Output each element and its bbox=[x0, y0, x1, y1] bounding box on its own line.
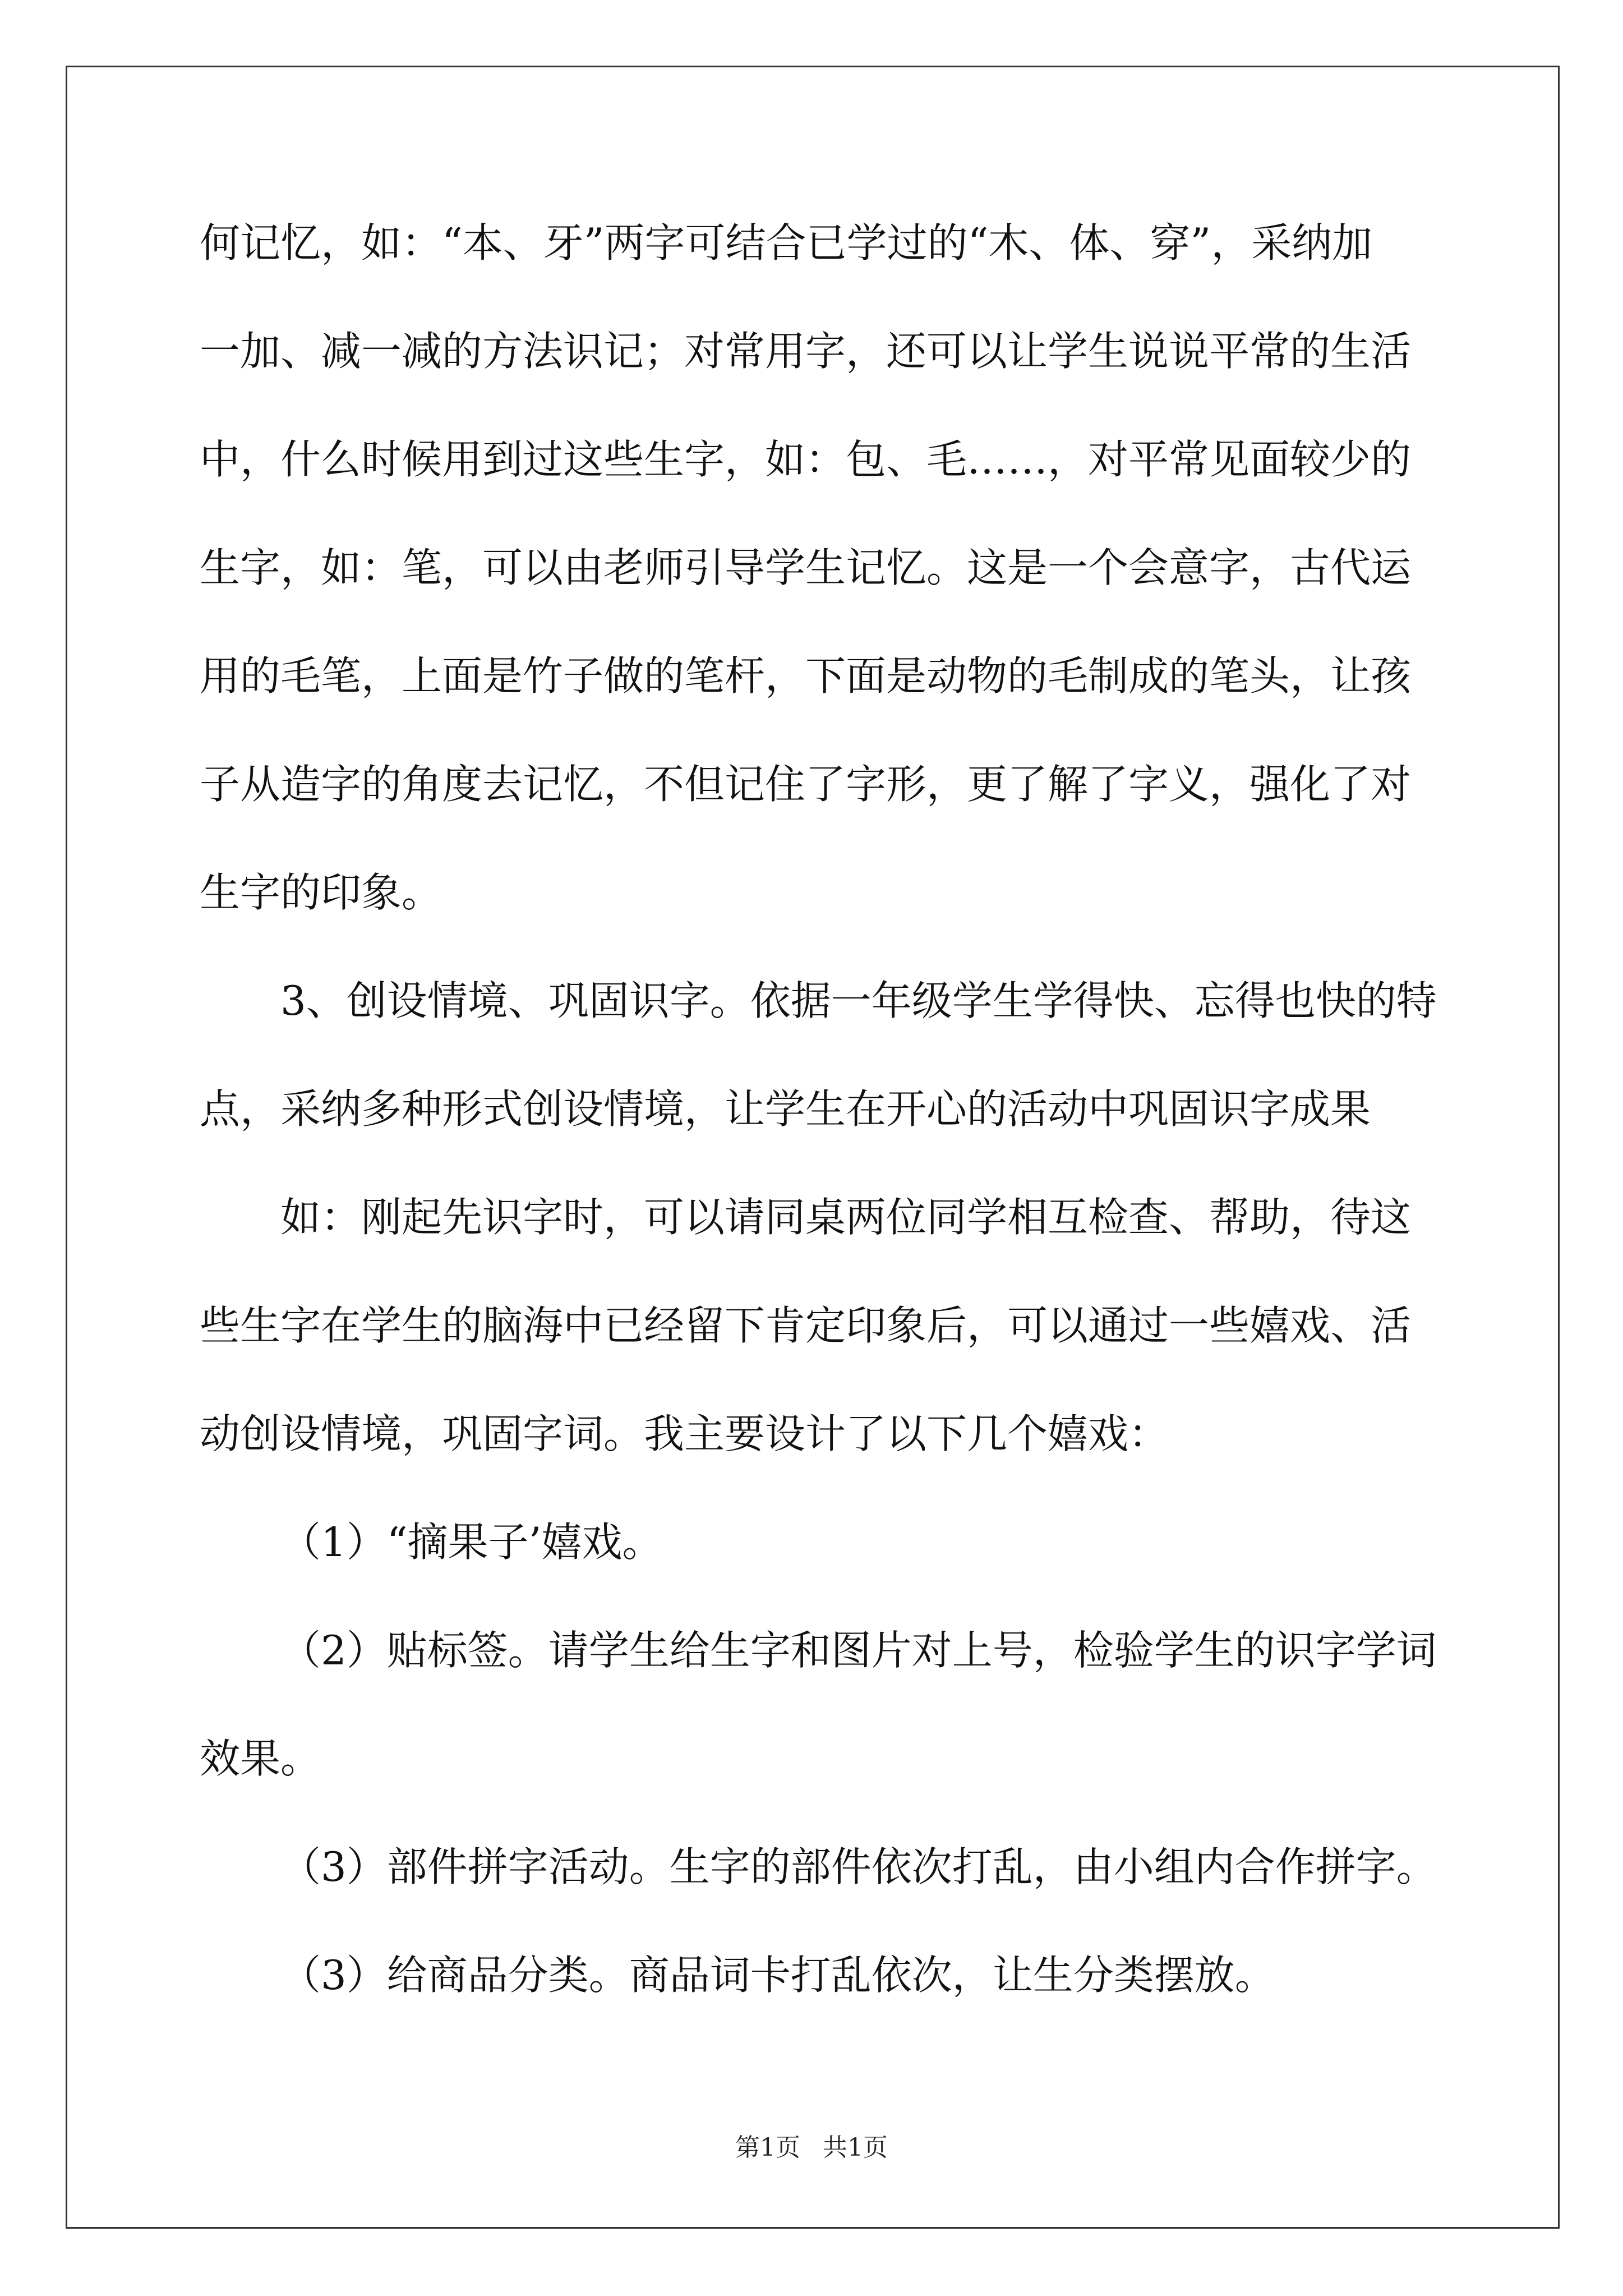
text-line: 生字的印象。 bbox=[200, 869, 442, 916]
list-item-line: （2）贴标签。请学生给生字和图片对上号，检验学生的识字学词 bbox=[280, 1627, 1437, 1674]
text-line: 些生字在学生的脑海中已经留下肯定印象后，可以通过一些嬉戏、活 bbox=[200, 1302, 1412, 1349]
text-line: 一加、减一减的方法识记；对常用字，还可以让学生说说平常的生活 bbox=[200, 328, 1412, 375]
page-total: 共1页 bbox=[823, 2133, 888, 2162]
list-item-line: （3）给商品分类。商品词卡打乱依次，让生分类摆放。 bbox=[280, 1952, 1275, 1999]
text-line: 动创设情境，巩固字词。我主要设计了以下几个嬉戏： bbox=[200, 1410, 1169, 1457]
text-line: 子从造字的角度去记忆，不但记住了字形，更了解了字义，强化了对 bbox=[200, 761, 1412, 808]
page-number: 第1页 bbox=[735, 2133, 800, 2162]
text-line: 用的毛笔，上面是竹子做的笔杆，下面是动物的毛制成的笔头，让孩 bbox=[200, 652, 1412, 700]
list-item-line: （3）部件拼字活动。生字的部件依次打乱，由小组内合作拼字。 bbox=[280, 1843, 1437, 1890]
paragraph-start-line: 如：刚起先识字时，可以请同桌两位同学相互检查、帮助，待这 bbox=[280, 1194, 1412, 1241]
document-body bbox=[200, 216, 1490, 2056]
paragraph-start-line: 3、创设情境、巩固识字。依据一年级学生学得快、忘得也快的特 bbox=[280, 977, 1437, 1024]
text-line: 何记忆，如：“本、牙”两字可结合已学过的“木、体、穿”，采纳加 bbox=[200, 219, 1373, 266]
list-item-line: （1）“摘果子’嬉戏。 bbox=[280, 1519, 663, 1566]
text-line: 效果。 bbox=[200, 1735, 321, 1782]
text-line: 生字，如：笔，可以由老师引导学生记忆。这是一个会意字，古代运 bbox=[200, 544, 1412, 591]
page-footer bbox=[0, 2127, 1623, 2163]
text-line: 中，什么时候用到过这些生字，如：包、毛……，对平常见面较少的 bbox=[200, 436, 1412, 483]
text-line: 点，采纳多种形式创设情境，让学生在开心的活动中巩固识字成果 bbox=[200, 1085, 1371, 1133]
